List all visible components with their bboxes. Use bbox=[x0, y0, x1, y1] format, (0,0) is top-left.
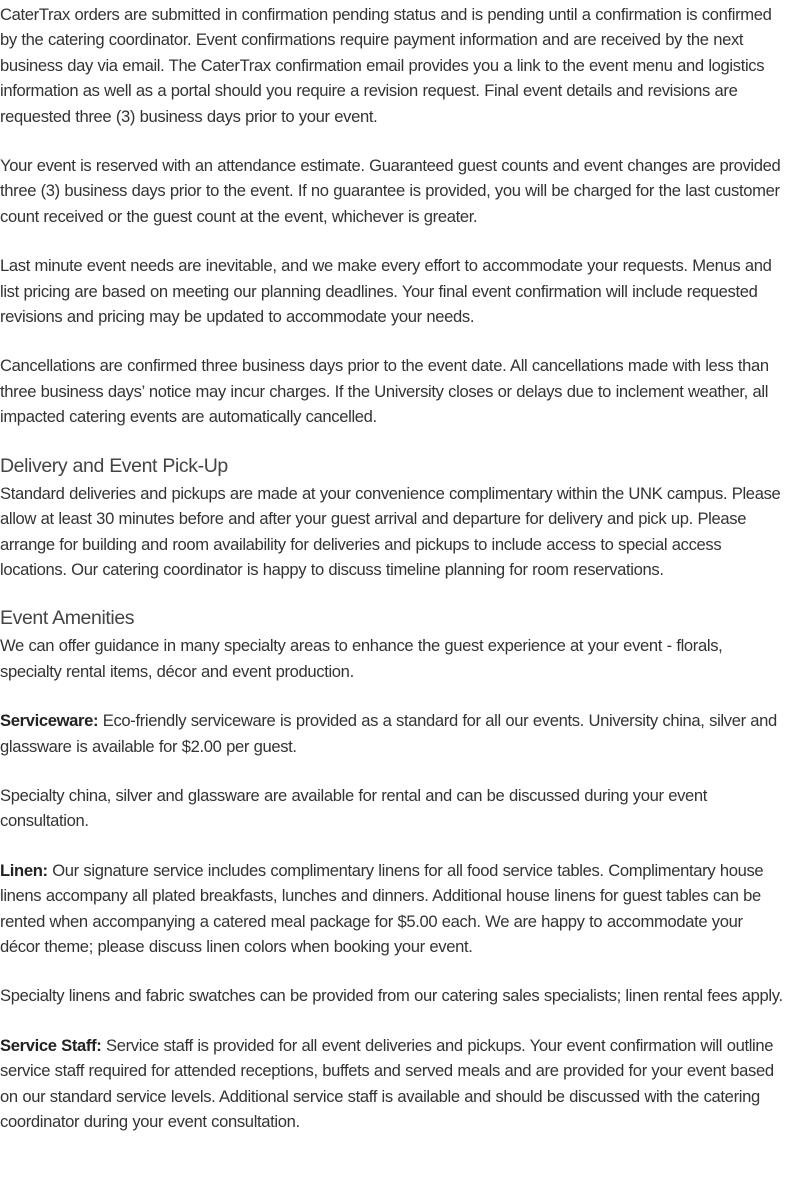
serviceware-text: Eco-friendly serviceware is provided as a standard for all our events. University china, silver and glassware is available for $2.00 per guest. bbox=[0, 711, 777, 756]
amenities-intro-paragraph: We can offer guidance in many specialty areas to enhance the guest experience at your event - florals, specialty rental items, décor and event production. bbox=[0, 636, 723, 681]
last-minute-paragraph: Last minute event needs are inevitable, and we make every effort to accommodate your requests. Menus and list pricing are based on meeting our planning deadlines. Your final event confirmation will include requested revisions and pricing may be updated to accommodate your needs. bbox=[0, 256, 772, 327]
confirmation-paragraph: CaterTrax orders are submitted in confirmation pending status and is pending until a confirmation is confirmed by the catering coordinator. Event confirmations require payment information and are received by the next business day via email. The CaterTrax confirmation email provides you a link to the event menu and logistics information as well as a portal should you require a revision request. Final event details and revisions are requested three (3) business days prior to your event. bbox=[0, 5, 772, 126]
specialty-linens-paragraph: Specialty linens and fabric swatches can be provided from our catering sales specialists; linen rental fees apply. bbox=[0, 986, 783, 1006]
serviceware-paragraph bbox=[0, 708, 785, 759]
service-staff-paragraph bbox=[0, 1033, 785, 1135]
specialty-china-paragraph: Specialty china, silver and glassware are available for rental and can be discussed during your event consultation. bbox=[0, 785, 708, 831]
catering-policies-document bbox=[0, 2, 785, 1158]
linen-paragraph bbox=[0, 858, 785, 960]
linen-label: Linen: bbox=[0, 860, 48, 880]
delivery-heading: Delivery and Event Pick-Up bbox=[0, 454, 228, 477]
guarantee-paragraph: Your event is reserved with an attendance estimate. Guaranteed guest counts and event changes are provided three (3) business days prior to the event. If no guarantee is provided, you will be charged for the last customer count received or the guest count at the event, whichever is greater. bbox=[0, 156, 781, 226]
order-policies-section bbox=[0, 2, 785, 430]
cancellation-paragraph: Cancellations are confirmed three business days prior to the event date. All cancellations made with less than three business days’ notice may incur charges. If the University closes or delays due to inclement weather, all impacted catering events are automatically cancelled. bbox=[0, 356, 769, 427]
amenities-heading: Event Amenities bbox=[0, 607, 135, 630]
service-staff-text: Service staff is provided for all event deliveries and pickups. Your event confirmation will outline service staff required for attended receptions, buffets and served meals and are provided for your event based on our standard service levels. Additional service staff is available and should be discussed with the catering coordinator during your event consultation. bbox=[0, 1035, 774, 1131]
delivery-paragraph: Standard deliveries and pickups are made at your convenience complimentary within the UNK campus. Please allow at least 30 minutes before and after your guest arrival and departure for delivery and pick up. Please arrange for building and room availability for deliveries and pickups to include access to special access locations. Our catering coordinator is happy to discuss timeline planning for room reservations. bbox=[0, 483, 781, 579]
delivery-section bbox=[0, 452, 785, 583]
amenities-section bbox=[0, 604, 785, 1134]
linen-text: Our signature service includes complimentary linens for all food service tables. Complimentary house linens accompany all plated breakfasts, lunches and dinners. Additional house linens for guest tables can be rented when accompanying a catered meal package for $5.00 each. We are happy to accommodate your décor theme; please discuss linen colors when booking your event. bbox=[0, 860, 764, 956]
service-staff-label: Service Staff: bbox=[0, 1035, 102, 1055]
serviceware-label: Serviceware: bbox=[0, 711, 99, 731]
